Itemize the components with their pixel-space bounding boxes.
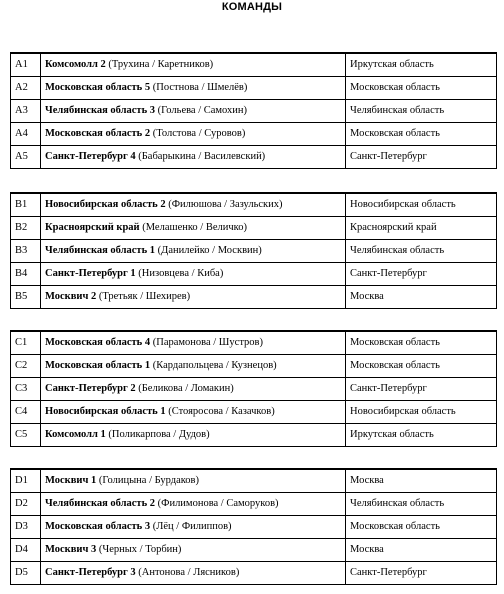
team-players: (Данилейко / Москвин) xyxy=(157,245,262,256)
team-players: (Толстова / Суровов) xyxy=(152,128,246,139)
team-name: Москвич 1 xyxy=(45,475,97,486)
team-players: (Лёц / Филиппов) xyxy=(152,521,232,532)
team-name: Московская область 4 xyxy=(45,337,151,348)
table-row xyxy=(11,331,497,355)
team-players: (Третьяк / Шехирев) xyxy=(98,291,191,302)
team-cell xyxy=(41,424,346,447)
team-cell xyxy=(41,217,346,240)
team-region: Москва xyxy=(346,286,497,309)
team-players: (Бабарыкина / Василевский) xyxy=(138,151,266,162)
team-cell xyxy=(41,77,346,100)
table-row xyxy=(11,77,497,100)
team-cell xyxy=(41,516,346,539)
team-name: Челябинская область 3 xyxy=(45,105,156,116)
team-name: Москвич 2 xyxy=(45,291,97,302)
team-region: Московская область xyxy=(346,516,497,539)
team-code: D2 xyxy=(11,493,41,516)
team-code: C4 xyxy=(11,401,41,424)
team-players: (Поликарпова / Дудов) xyxy=(108,429,210,440)
team-cell xyxy=(41,240,346,263)
team-code: B5 xyxy=(11,286,41,309)
team-name: Челябинская область 2 xyxy=(45,498,156,509)
team-cell xyxy=(41,263,346,286)
team-name: Московская область 3 xyxy=(45,521,151,532)
team-cell xyxy=(41,146,346,169)
table-row xyxy=(11,562,497,585)
team-name: Санкт-Петербург 3 xyxy=(45,567,136,578)
team-players: (Черных / Торбин) xyxy=(98,544,182,555)
team-code: B3 xyxy=(11,240,41,263)
table-row xyxy=(11,493,497,516)
team-code: D1 xyxy=(11,469,41,493)
team-code: A3 xyxy=(11,100,41,123)
table-row xyxy=(11,355,497,378)
table-row xyxy=(11,146,497,169)
team-region: Санкт-Петербург xyxy=(346,146,497,169)
table-row xyxy=(11,424,497,447)
team-players: (Трухина / Каретников) xyxy=(108,59,214,70)
team-code: C5 xyxy=(11,424,41,447)
team-players: (Филюшова / Зазульских) xyxy=(168,199,283,210)
team-players: (Низовцева / Киба) xyxy=(138,268,224,279)
team-group-d xyxy=(10,468,497,585)
team-players: (Антонова / Лясников) xyxy=(138,567,240,578)
team-name: Московская область 5 xyxy=(45,82,151,93)
team-name: Красноярский край xyxy=(45,222,140,233)
team-name: Комсомолл 1 xyxy=(45,429,106,440)
team-players: (Беликова / Ломакин) xyxy=(138,383,234,394)
team-name: Новосибирская область 1 xyxy=(45,406,166,417)
team-cell xyxy=(41,378,346,401)
team-region: Новосибирская область xyxy=(346,401,497,424)
team-group-a xyxy=(10,52,497,169)
team-players: (Голицына / Бурдаков) xyxy=(98,475,200,486)
team-code: D5 xyxy=(11,562,41,585)
team-players: (Кардапольцева / Кузнецов) xyxy=(152,360,277,371)
team-region: Санкт-Петербург xyxy=(346,378,497,401)
table-row xyxy=(11,263,497,286)
team-name: Московская область 2 xyxy=(45,128,151,139)
team-region: Санкт-Петербург xyxy=(346,263,497,286)
team-region: Московская область xyxy=(346,331,497,355)
team-code: C2 xyxy=(11,355,41,378)
table-row xyxy=(11,401,497,424)
team-region: Иркутская область xyxy=(346,53,497,77)
team-region: Московская область xyxy=(346,77,497,100)
team-group-c xyxy=(10,330,497,447)
table-row xyxy=(11,240,497,263)
team-players: (Мелашенко / Величко) xyxy=(142,222,247,233)
team-players: (Филимонова / Саморуков) xyxy=(157,498,279,509)
team-region: Москва xyxy=(346,469,497,493)
team-region: Санкт-Петербург xyxy=(346,562,497,585)
team-name: Московская область 1 xyxy=(45,360,151,371)
team-code: D3 xyxy=(11,516,41,539)
table-row xyxy=(11,378,497,401)
team-code: D4 xyxy=(11,539,41,562)
team-code: A1 xyxy=(11,53,41,77)
team-region: Московская область xyxy=(346,123,497,146)
team-cell xyxy=(41,469,346,493)
table-row xyxy=(11,53,497,77)
table-row xyxy=(11,193,497,217)
team-region: Челябинская область xyxy=(346,240,497,263)
team-region: Челябинская область xyxy=(346,493,497,516)
team-cell xyxy=(41,493,346,516)
team-cell xyxy=(41,331,346,355)
team-cell xyxy=(41,286,346,309)
table-row xyxy=(11,123,497,146)
table-row xyxy=(11,100,497,123)
team-region: Челябинская область xyxy=(346,100,497,123)
table-row xyxy=(11,516,497,539)
team-players: (Стояросова / Казачков) xyxy=(168,406,275,417)
team-name: Москвич 3 xyxy=(45,544,97,555)
table-row xyxy=(11,539,497,562)
team-name: Санкт-Петербург 1 xyxy=(45,268,136,279)
team-cell xyxy=(41,401,346,424)
team-region: Москва xyxy=(346,539,497,562)
team-code: A5 xyxy=(11,146,41,169)
team-code: C3 xyxy=(11,378,41,401)
team-players: (Постнова / Шмелёв) xyxy=(152,82,248,93)
team-group-b xyxy=(10,192,497,309)
table-row xyxy=(11,286,497,309)
team-name: Челябинская область 1 xyxy=(45,245,156,256)
team-players: (Гольева / Самохин) xyxy=(157,105,248,116)
team-cell xyxy=(41,193,346,217)
team-region: Красноярский край xyxy=(346,217,497,240)
team-cell xyxy=(41,539,346,562)
team-cell xyxy=(41,53,346,77)
team-region: Новосибирская область xyxy=(346,193,497,217)
team-name: Комсомолл 2 xyxy=(45,59,106,70)
team-name: Санкт-Петербург 4 xyxy=(45,151,136,162)
team-cell xyxy=(41,355,346,378)
team-code: B1 xyxy=(11,193,41,217)
team-cell xyxy=(41,100,346,123)
team-region: Иркутская область xyxy=(346,424,497,447)
team-code: C1 xyxy=(11,331,41,355)
team-cell xyxy=(41,123,346,146)
team-code: A2 xyxy=(11,77,41,100)
team-name: Санкт-Петербург 2 xyxy=(45,383,136,394)
team-code: B4 xyxy=(11,263,41,286)
team-region: Московская область xyxy=(346,355,497,378)
team-code: A4 xyxy=(11,123,41,146)
page-title: КОМАНДЫ xyxy=(221,1,283,13)
team-cell xyxy=(41,562,346,585)
team-name: Новосибирская область 2 xyxy=(45,199,166,210)
table-row xyxy=(11,217,497,240)
team-players: (Парамонова / Шустров) xyxy=(152,337,263,348)
table-row xyxy=(11,469,497,493)
team-code: B2 xyxy=(11,217,41,240)
